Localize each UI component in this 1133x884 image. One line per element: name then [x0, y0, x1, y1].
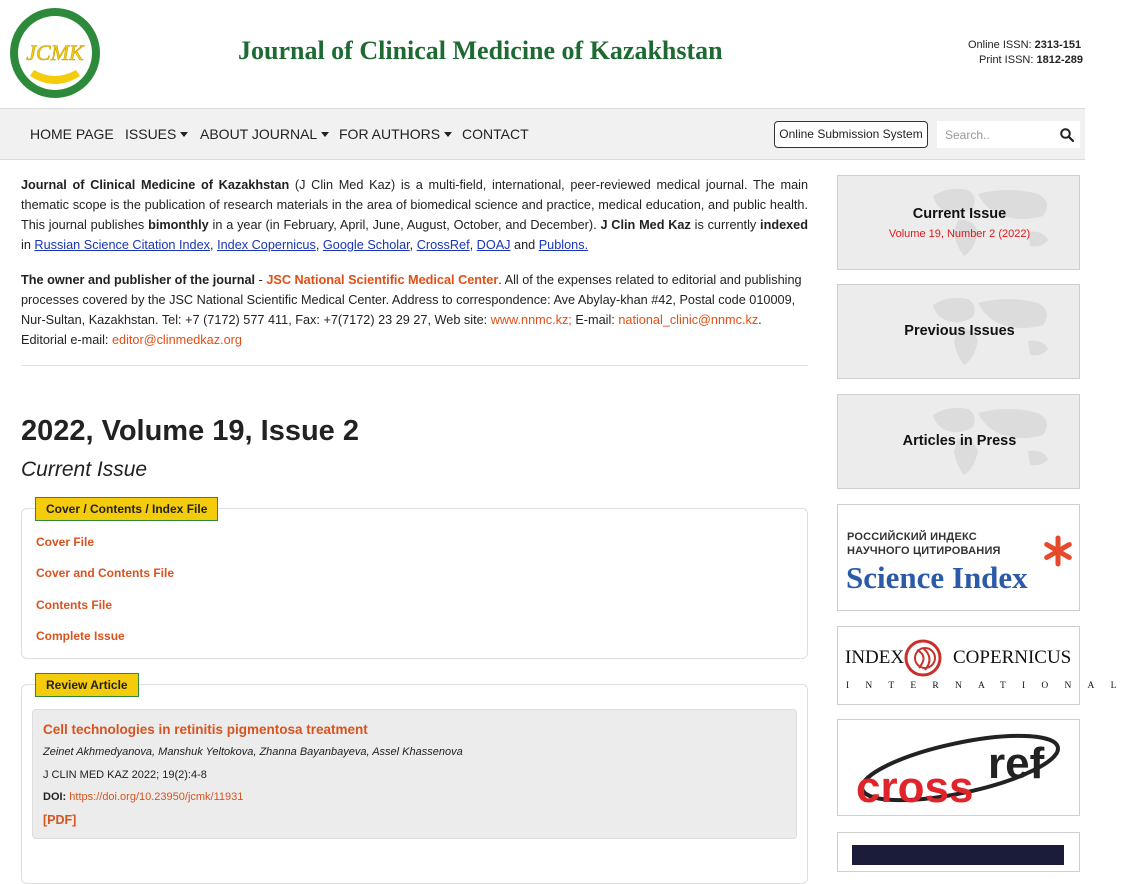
email-link[interactable]: national_clinic@nnmc.kz — [618, 313, 759, 327]
chevron-down-icon — [321, 132, 329, 137]
crossref-banner[interactable] — [837, 719, 1080, 816]
link-crossref[interactable]: CrossRef — [416, 238, 470, 252]
nav-for-authors[interactable]: FOR AUTHORS — [339, 126, 452, 142]
nav-home[interactable]: HOME PAGE — [30, 126, 114, 142]
divider — [21, 365, 808, 366]
section-tag-review: Review Article — [35, 673, 139, 697]
search-icon[interactable] — [1059, 127, 1075, 143]
journal-logo[interactable] — [8, 6, 102, 100]
article-reference: J CLIN MED KAZ 2022; 19(2):4-8 — [43, 769, 207, 781]
link-index-copernicus[interactable]: Index Copernicus — [217, 238, 316, 252]
site-title: Journal of Clinical Medicine of Kazakhstan — [238, 36, 723, 65]
article-card — [32, 709, 797, 839]
world-map-icon — [838, 176, 1081, 271]
nav-issues[interactable]: ISSUES — [125, 126, 188, 142]
asterisk-icon — [1042, 535, 1074, 567]
review-section — [21, 678, 808, 884]
rinc-line1: РОССИЙСКИЙ ИНДЕКС — [847, 531, 977, 543]
online-submission-button[interactable]: Online Submission System — [774, 121, 928, 148]
files-section — [21, 502, 808, 659]
doi-link[interactable]: https://doi.org/10.23950/jcmk/11931 — [69, 791, 244, 803]
link-google-scholar[interactable]: Google Scholar — [322, 238, 410, 252]
cover-contents-file-link[interactable]: Cover and Contents File — [36, 566, 175, 580]
pdf-link[interactable]: [PDF] — [43, 813, 77, 827]
online-issn-label: Online ISSN: — [968, 39, 1032, 51]
print-issn-label: Print ISSN: — [979, 54, 1034, 66]
link-doaj[interactable]: DOAJ — [476, 238, 511, 252]
issue-subtitle: Current Issue — [21, 458, 148, 481]
editorial-email-link[interactable]: editor@clinmedkaz.org — [111, 333, 242, 347]
rinc-science-index: Science Index — [846, 560, 1028, 595]
print-issn: 1812-289 — [1036, 54, 1083, 66]
index-copernicus-logo-icon — [903, 638, 943, 678]
ic-right: COPERNICUS — [953, 647, 1072, 668]
crossref-left-text: cross — [856, 763, 974, 812]
link-rsci[interactable]: Russian Science Citation Index — [34, 238, 211, 252]
publisher-link[interactable]: JSC National Scientific Medical Center — [266, 273, 499, 287]
issn-info — [968, 38, 1085, 68]
current-issue-label: Current Issue — [912, 206, 1007, 222]
site-header — [0, 0, 1085, 108]
ic-international: INTERNATIONAL — [846, 681, 1133, 691]
website-link[interactable]: www.nnmc.kz; — [490, 313, 572, 327]
chevron-down-icon — [444, 132, 452, 137]
section-tag-files: Cover / Contents / Index File — [35, 497, 218, 521]
article-doi: DOI: https://doi.org/10.23950/jcmk/11931 — [43, 791, 244, 803]
ic-name — [845, 647, 1072, 669]
current-issue-volume: Volume 19, Number 2 (2022) — [888, 228, 1031, 240]
owner-publisher-info: The owner and publisher of the journal - JSC National Scientific Medical Center. All of the expenses related to editorial and publishing processes covered by the JSC National Scientific Medical Center. Address to correspondence: Ave Abylay-khan #42, Postal code 010009, Nur-Sultan, Kazakhstan. Tel: +7 (7172) 577 411, Fax: +7(7172) 23 29 27, Web site: www.nnmc.kz; E-mail: national_clinic@nnmc.kz. Editorial e-mail: editor@clinmedkaz.org — [21, 273, 802, 347]
svg-text:JCMK: JCMK — [26, 40, 84, 65]
previous-issues-card[interactable] — [837, 284, 1080, 379]
link-publons[interactable]: Publons. — [538, 238, 589, 252]
previous-issues-label: Previous Issues — [904, 323, 1015, 339]
articles-in-press-card[interactable] — [837, 394, 1080, 489]
nav-contact[interactable]: CONTACT — [462, 126, 529, 142]
complete-issue-link[interactable]: Complete Issue — [36, 629, 125, 643]
online-issn: 2313-151 — [1034, 39, 1082, 51]
contents-file-link[interactable]: Contents File — [36, 598, 113, 612]
cover-file-link[interactable]: Cover File — [36, 535, 95, 549]
chevron-down-icon — [180, 132, 188, 137]
search-box — [937, 121, 1080, 148]
issue-title: 2022, Volume 19, Issue 2 — [21, 415, 359, 447]
rinc-line2: НАУЧНОГО ЦИТИРОВАНИЯ — [847, 545, 1001, 557]
ic-left: INDEX — [845, 647, 905, 668]
article-authors: Zeinet Akhmedyanova, Manshuk Yeltokova, Zhanna Bayanbayeva, Assel Khassenova — [43, 746, 463, 758]
main-navbar — [0, 108, 1085, 160]
articles-in-press-label: Articles in Press — [902, 433, 1017, 449]
partner-logo — [852, 845, 1064, 865]
crossref-logo-icon — [838, 720, 1081, 817]
partner-banner[interactable] — [837, 832, 1080, 872]
crossref-right-text: ref — [988, 739, 1045, 788]
index-copernicus-banner[interactable] — [837, 626, 1133, 705]
current-issue-card[interactable] — [837, 175, 1080, 270]
nav-about-journal[interactable]: ABOUT JOURNAL — [200, 126, 329, 142]
journal-intro: Journal of Clinical Medicine of Kazakhstan (J Clin Med Kaz) is a multi-field, international, peer-reviewed medical journal. The main thematic scope is the publication of research materials in the area of biomedical science and practice, medical education, and public health. This journal publishes bimonthly in a year (in February, April, June, August, October, and December). J Clin Med Kaz is currently indexed in Russian Science Citation Index, Index Copernicus, Google Scholar, CrossRef, DOAJ and Publons. — [21, 178, 809, 252]
rinc-banner[interactable] — [837, 504, 1080, 611]
search-input[interactable] — [937, 121, 1053, 148]
article-title[interactable]: Cell technologies in retinitis pigmentosa treatment — [43, 722, 368, 737]
